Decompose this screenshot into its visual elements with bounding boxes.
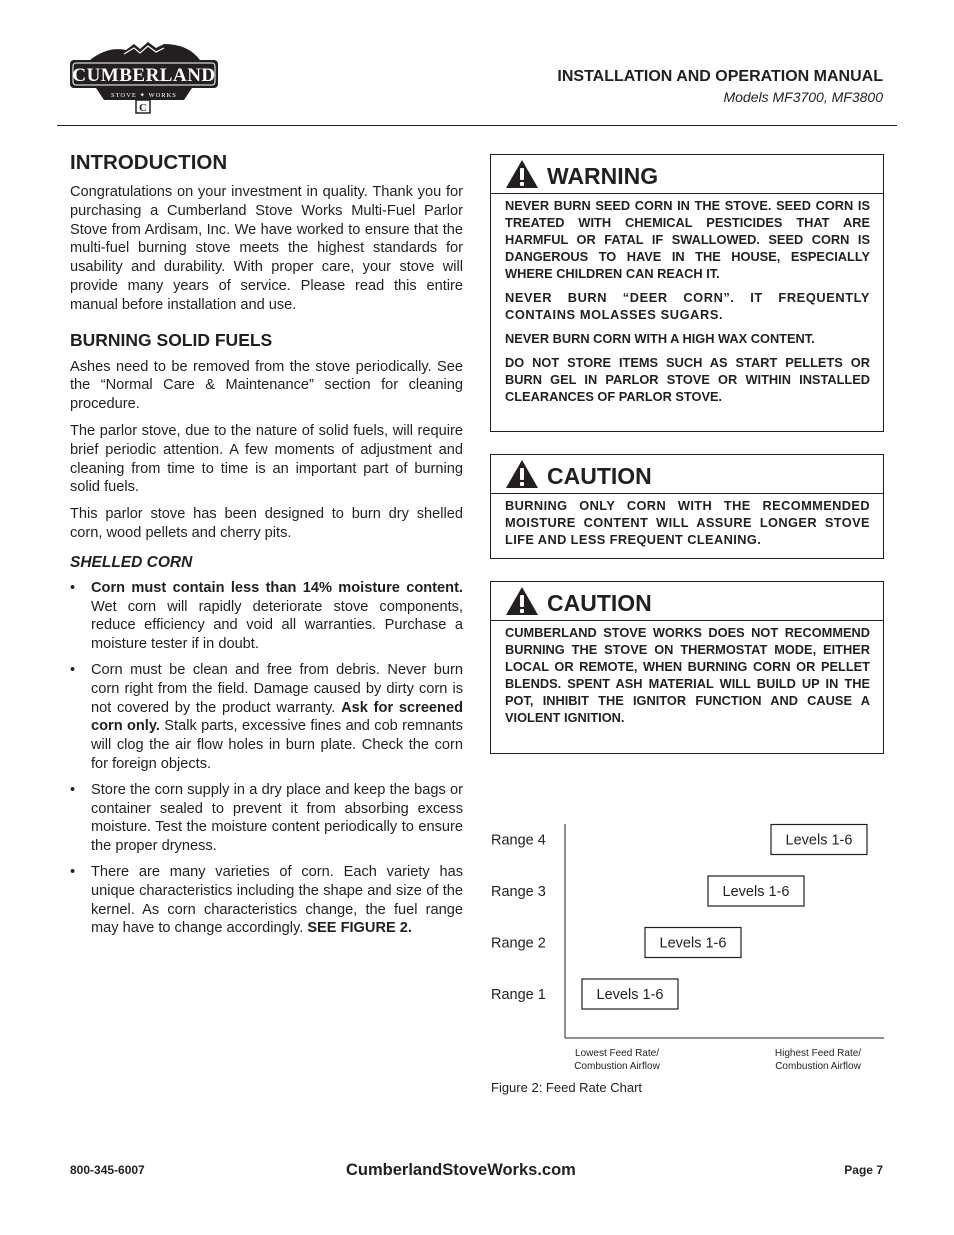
models-subtitle: Models MF3700, MF3800 bbox=[723, 89, 883, 105]
logo-c-mark: C bbox=[139, 102, 147, 114]
bullet: • bbox=[70, 579, 76, 596]
x-label-low-line-2: Combustion Airflow bbox=[574, 1061, 660, 1072]
caution-box-thermostat bbox=[490, 581, 884, 754]
burning-paragraph-1: Ashes need to be removed from the stove periodically. See the “Normal Care & Maintenance” section for cleaning procedure. bbox=[70, 358, 463, 413]
caution-body bbox=[491, 621, 883, 739]
logo-subtext: STOVE ✦ WORKS bbox=[111, 92, 177, 99]
caution-text: CUMBERLAND STOVE WORKS DOES NOT RECOMMEND BURNING THE STOVE ON THERMOSTAT MODE, EITHER LOCAL OR REMOTE, WHEN BURNING CORN OR PELLET BLENDS. SPENT ASH MATERIAL WILL BUILD UP IN THE POT, INHIBIT THE IGNITOR FUNCTION AND CAUSE A VIOLENT IGNITION. bbox=[505, 625, 870, 725]
level-box-label: Levels 1-6 bbox=[596, 987, 664, 1003]
warning-box bbox=[490, 154, 884, 432]
warning-header bbox=[491, 155, 883, 194]
list-item-text: Corn must be clean and free from debris. Never burn corn right from the field. Damage caused by dirty corn is not covered by the product warranty. bbox=[91, 661, 463, 716]
list-item-text: Store the corn supply in a dry place and keep the bags or container sealed to prevent it from absorbing excess moisture. Test the moisture content periodically to ensure the proper dryness. bbox=[91, 781, 463, 855]
list-item-text: Stalk parts, excessive fines and cob remnants will clog the air flow holes in burn plate. Check the corn for foreign objects. bbox=[91, 718, 463, 772]
range-label: Range 4 bbox=[491, 832, 546, 849]
warning-body bbox=[491, 194, 883, 418]
list-item bbox=[70, 661, 463, 774]
manual-title: INSTALLATION AND OPERATION MANUAL bbox=[557, 68, 883, 85]
caution-text: BURNING ONLY CORN WITH THE RECOMMENDED MOISTURE CONTENT WILL ASSURE LONGER STOVE LIFE AND LESS FREQUENT CLEANING. bbox=[505, 498, 870, 547]
burning-solid-fuels-heading: BURNING SOLID FUELS bbox=[70, 329, 273, 350]
warning-paragraph-4: DO NOT STORE ITEMS SUCH AS START PELLETS OR BURN GEL IN PARLOR STOVE OR WITHIN INSTALLED CLEARANCES OF PARLOR STOVE. bbox=[505, 355, 870, 404]
x-label-high-line-1: Highest Feed Rate/ bbox=[774, 1048, 862, 1059]
warning-paragraph-1: NEVER BURN SEED CORN IN THE STOVE. SEED CORN IS TREATED WITH CHEMICAL PESTICIDES THAT ARE HARMFUL OR FATAL IF SWALLOWED. SEED CORN IS DANGEROUS TO HAVE IN THE HOUSE, ESPECIALLY WHERE CHILDREN CAN REACH IT. bbox=[505, 198, 870, 281]
range-label: Range 1 bbox=[491, 987, 546, 1003]
list-item bbox=[70, 863, 463, 938]
list-item bbox=[70, 781, 463, 856]
figure-reference: SEE FIGURE 2. bbox=[307, 920, 412, 937]
warning-title: WARNING bbox=[547, 163, 659, 189]
page-number: Page 7 bbox=[844, 1163, 883, 1177]
caution-header bbox=[491, 455, 883, 494]
figure-caption: Figure 2: Feed Rate Chart bbox=[491, 1080, 643, 1095]
shelled-corn-list bbox=[70, 579, 463, 938]
cumberland-logo bbox=[68, 40, 220, 114]
list-item-text: Wet corn will rapidly deteriorate stove components, reduce efficiency and void all warranties. Purchase a moisture tester if in doubt. bbox=[91, 598, 463, 653]
range-label: Range 3 bbox=[491, 884, 546, 900]
caution-box-moisture bbox=[490, 454, 884, 559]
bullet: • bbox=[70, 863, 76, 880]
introduction-heading: INTRODUCTION bbox=[70, 151, 228, 174]
introduction-paragraph: Congratulations on your investment in quality. Thank you for purchasing a Cumberland Stove Works Multi-Fuel Parlor Stove from Ardisam, Inc. We have worked to ensure that the multi-fuel burning stove meets the highest standards for usability and durability. With proper care, your stove will provide many years of service. Please read this entire manual before installation and use. bbox=[70, 184, 463, 313]
list-item-text: There are many varieties of corn. Each variety has unique characteristics including the shape and size of the kernel. As corn characteristics change, the fuel range may have to change accordingly. bbox=[91, 863, 463, 937]
logo-wordmark: CUMBERLAND bbox=[72, 65, 216, 86]
x-label-high-line-2: Combustion Airflow bbox=[775, 1061, 861, 1072]
header-divider bbox=[57, 125, 897, 126]
bullet: • bbox=[70, 661, 76, 678]
left-column bbox=[70, 150, 463, 945]
warning-triangle-icon bbox=[505, 159, 539, 189]
warning-triangle-icon bbox=[505, 459, 539, 489]
level-box-label: Levels 1-6 bbox=[785, 832, 853, 849]
warning-triangle-icon bbox=[505, 586, 539, 616]
list-item-bold-text: Ask for screened corn only. bbox=[91, 699, 463, 735]
bullet: • bbox=[70, 781, 76, 798]
footer-phone: 800-345-6007 bbox=[70, 1163, 145, 1177]
warning-paragraph-2: NEVER BURN “DEER CORN”. IT FREQUENTLY CONTAINS MOLASSES SUGARS. bbox=[505, 290, 870, 322]
x-label-low-line-1: Lowest Feed Rate/ bbox=[575, 1048, 659, 1059]
burning-paragraph-3: This parlor stove has been designed to burn dry shelled corn, wood pellets and cherry pits. bbox=[70, 506, 463, 541]
list-item-bold-lead: Corn must contain less than 14% moisture content. bbox=[91, 579, 463, 596]
caution-title: CAUTION bbox=[547, 463, 652, 489]
caution-header bbox=[491, 582, 883, 621]
feed-rate-chart bbox=[490, 820, 890, 1080]
burning-paragraph-2: The parlor stove, due to the nature of solid fuels, will require brief periodic attention. A few moments of adjustment and cleaning from time to time is an important part of burning solid fuels. bbox=[70, 422, 463, 496]
list-item bbox=[70, 579, 463, 654]
shelled-corn-heading: SHELLED CORN bbox=[70, 553, 193, 571]
range-label: Range 2 bbox=[491, 935, 546, 952]
warning-paragraph-3: NEVER BURN CORN WITH A HIGH WAX CONTENT. bbox=[505, 331, 815, 346]
caution-title: CAUTION bbox=[547, 590, 652, 616]
level-box-label: Levels 1-6 bbox=[722, 884, 790, 900]
level-box-label: Levels 1-6 bbox=[659, 935, 727, 952]
footer-website: CumberlandStoveWorks.com bbox=[346, 1161, 576, 1179]
caution-body bbox=[491, 494, 883, 561]
